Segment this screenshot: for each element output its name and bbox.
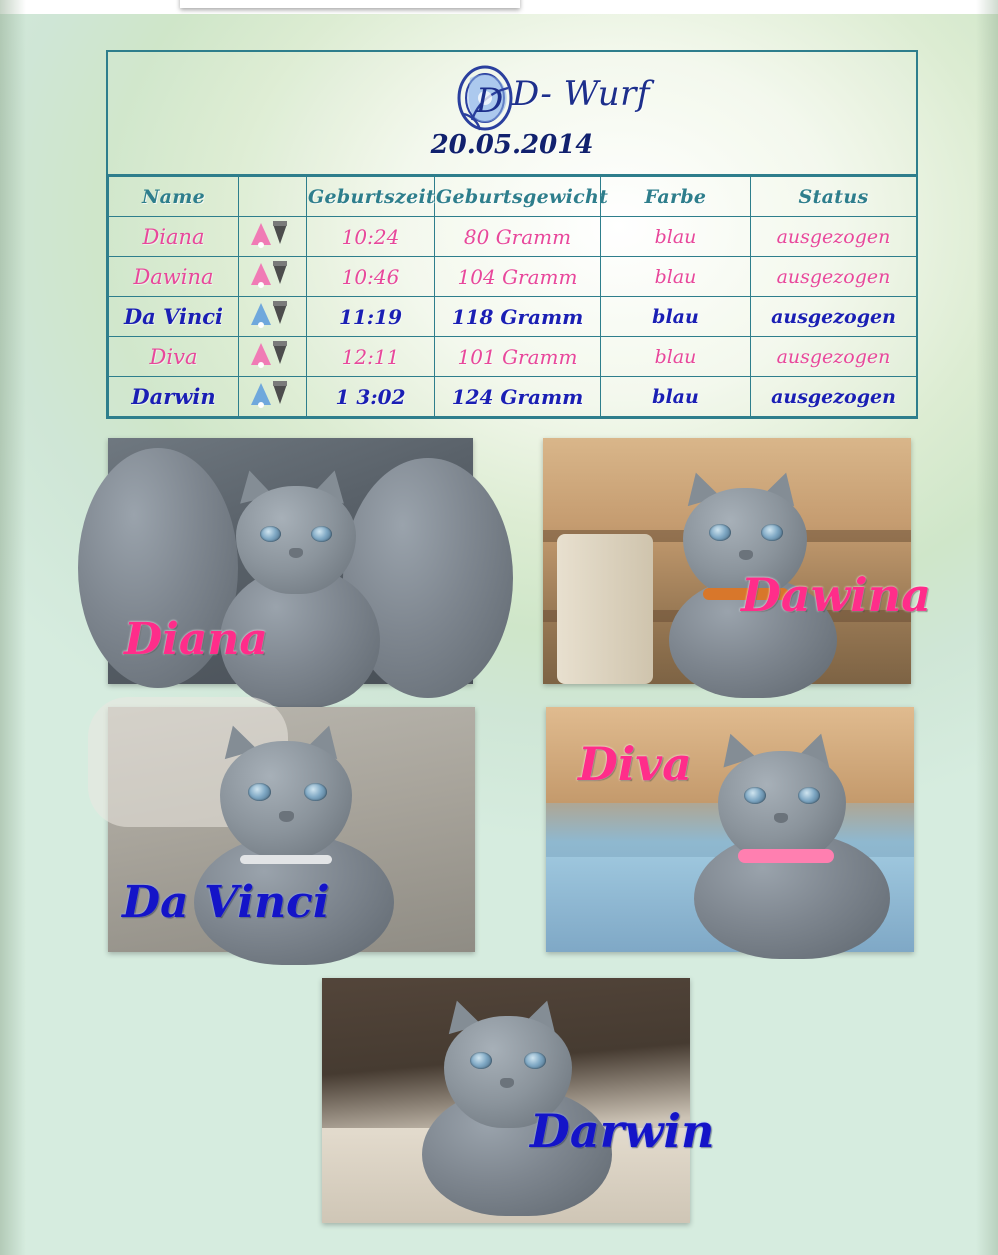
cat-nose	[500, 1078, 514, 1088]
cat-nose	[289, 548, 303, 558]
kitten-status: ausgezogen	[751, 257, 917, 297]
table-row	[109, 257, 917, 297]
kitten-photo-diva[interactable]	[546, 707, 914, 952]
kitten-birth-weight: 101 Gramm	[435, 337, 601, 377]
litter-date: 20.05.2014	[430, 130, 594, 160]
kitten-name: Dawina	[109, 257, 239, 297]
kitten-birth-time: 12:11	[307, 337, 435, 377]
kitten-sex-cell	[239, 217, 307, 257]
cat-eye-left	[248, 783, 271, 801]
left-page-shading	[0, 0, 26, 1255]
table-row	[109, 377, 917, 417]
kitten-photo-darwin[interactable]	[322, 978, 715, 1223]
cat-head	[236, 486, 356, 594]
kitten-birth-weight: 104 Gramm	[435, 257, 601, 297]
col-header-weight: Geburtsgewicht	[435, 177, 601, 217]
kitten-color: blau	[601, 297, 751, 337]
cat-eye-right	[761, 524, 783, 541]
cat-eye-left	[260, 526, 281, 542]
cat-head	[718, 751, 846, 863]
kitten-photo-dawina[interactable]	[543, 438, 932, 684]
kitten-sex-cell	[239, 377, 307, 417]
kitten-color: blau	[601, 257, 751, 297]
kitten-birth-time: 11:19	[307, 297, 435, 337]
litter-title: D- Wurf	[512, 74, 650, 114]
col-header-time: Geburtszeit	[307, 177, 435, 217]
sibling-cat-left	[78, 448, 238, 688]
kitten-status: ausgezogen	[751, 217, 917, 257]
cat-head	[444, 1016, 572, 1128]
photo-caption: Darwin	[530, 1104, 715, 1158]
top-header-block	[180, 0, 520, 8]
cat-eye-right	[524, 1052, 546, 1069]
dress-icon	[247, 341, 299, 369]
kitten-photo-diana[interactable]	[108, 438, 473, 684]
col-header-color: Farbe	[601, 177, 751, 217]
kitten-birth-weight: 80 Gramm	[435, 217, 601, 257]
cat-nose	[739, 550, 753, 560]
kitten-color: blau	[601, 337, 751, 377]
kitten-name: Diva	[109, 337, 239, 377]
kitten-birth-time: 10:24	[307, 217, 435, 257]
kitten-status: ausgezogen	[751, 297, 917, 337]
kitten-name: Darwin	[109, 377, 239, 417]
kitten-sex-cell	[239, 337, 307, 377]
cat-eye-right	[311, 526, 332, 542]
kitten-photo-davinci[interactable]	[108, 707, 475, 952]
table-header-row	[109, 177, 917, 217]
cat-nose	[774, 813, 788, 823]
cat-collar	[240, 855, 332, 864]
table-row	[109, 297, 917, 337]
svg-text:D: D	[476, 81, 504, 121]
photo-caption: Diva	[578, 737, 692, 791]
cat-eye-right	[798, 787, 820, 804]
photo-scene	[108, 438, 473, 684]
cat-collar	[738, 849, 834, 863]
dress-icon	[247, 221, 299, 249]
kitten-sex-cell	[239, 297, 307, 337]
kitten-table	[108, 176, 917, 417]
kitten-color: blau	[601, 377, 751, 417]
table-row	[109, 337, 917, 377]
col-header-name: Name	[109, 177, 239, 217]
cat-head	[220, 741, 352, 859]
kitten-birth-weight: 118 Gramm	[435, 297, 601, 337]
photo-caption: Dawina	[741, 568, 932, 622]
table-row	[109, 217, 917, 257]
kitten-name: Da Vinci	[109, 297, 239, 337]
photo-caption: Da Vinci	[122, 877, 330, 928]
cat-eye-left	[709, 524, 731, 541]
kitten-sex-cell	[239, 257, 307, 297]
photo-scene	[546, 707, 914, 952]
cat-head	[683, 488, 807, 598]
tie-icon	[247, 301, 299, 329]
tie-icon	[247, 381, 299, 409]
cat-eye-left	[744, 787, 766, 804]
kitten-birth-weight: 124 Gramm	[435, 377, 601, 417]
right-page-shading	[976, 0, 998, 1255]
cat-eye-left	[470, 1052, 492, 1069]
litter-info-panel	[106, 50, 918, 419]
cat-collar	[703, 588, 789, 600]
photo-caption: Diana	[124, 614, 268, 665]
scratching-post	[557, 534, 653, 684]
litter-title-row	[108, 52, 916, 176]
cat-nose	[279, 811, 294, 822]
photo-scene	[543, 438, 911, 684]
kitten-name: Diana	[109, 217, 239, 257]
kitten-status: ausgezogen	[751, 337, 917, 377]
kitten-status: ausgezogen	[751, 377, 917, 417]
kitten-color: blau	[601, 217, 751, 257]
col-header-sex	[239, 177, 307, 217]
photo-scene	[322, 978, 690, 1223]
col-header-status: Status	[751, 177, 917, 217]
kitten-birth-time: 10:46	[307, 257, 435, 297]
kitten-birth-time: 1 3:02	[307, 377, 435, 417]
photo-scene	[108, 707, 475, 952]
dress-icon	[247, 261, 299, 289]
cat-eye-right	[304, 783, 327, 801]
